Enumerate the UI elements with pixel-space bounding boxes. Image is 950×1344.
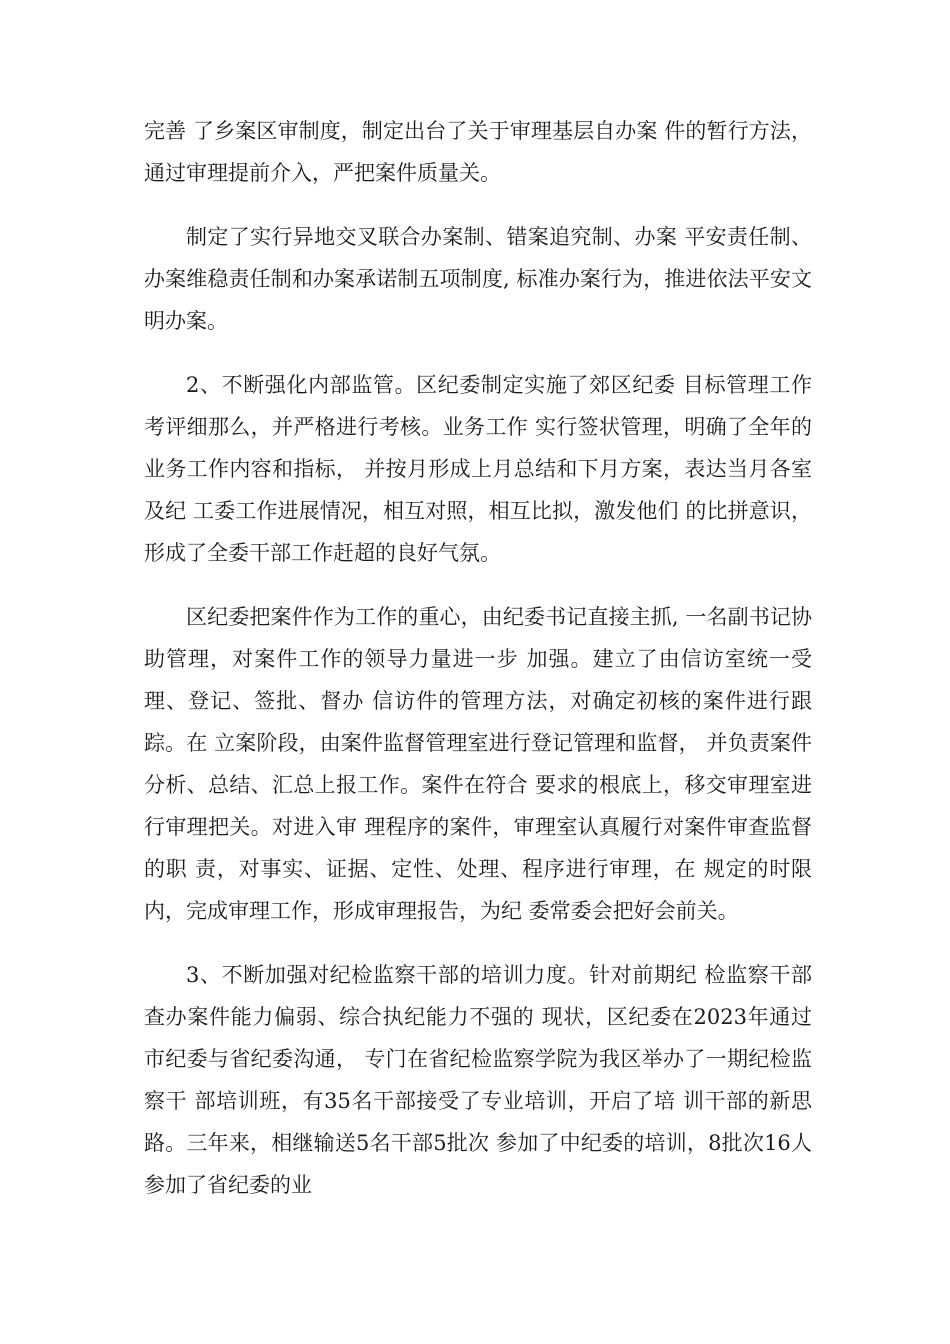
document-body	[144, 110, 812, 1228]
paragraph-4: 区纪委把案件作为工作的重心，由纪委书记直接主抓, 一名副书记协助管理，对案件工作的领导力量进一步 加强。建立了由信访室统一受理、登记、签批、督办 信访件的管理方法，对确定初核的案件进行跟踪。在 立案阶段，由案件监督管理室进行登记管理和监督， 并负责案件分析、总结、汇总上报工作。案件在符合 要求的根底上，移交审理室进行审理把关。对进入审 理程序的案件，审理室认真履行对案件审查监督的职 责，对事实、证据、定性、处理、程序进行审理，在 规定的时限内，完成审理工作，形成审理报告，为纪 委常委会把好会前关。	[144, 605, 812, 923]
paragraph-2: 制定了实行异地交叉联合办案制、错案追究制、办案 平安责任制、办案维稳责任制和办案承诺制五项制度, 标准办案行为，推进依法平安文明办案。	[144, 225, 812, 333]
paragraph-1: 完善 了乡案区审制度，制定出台了关于审理基层自办案 件的暂行方法，通过审理提前介入，严把案件质量关。	[144, 119, 812, 185]
paragraph-5: 3、不断加强对纪检监察干部的培训力度。针对前期纪 检监察干部查办案件能力偏弱、综合执纪能力不强的 现状，区纪委在2023年通过市纪委与省纪委沟通， 专门在省纪检监察学院为我区举办了一期纪检监察干 部培训班，有35名干部接受了专业培训，开启了培 训干部的新思路。三年来，相继输送5名干部5批次 参加了中纪委的培训，8批次16人参加了省纪委的业	[144, 963, 812, 1197]
paragraph-3: 2、不断强化内部监管。区纪委制定实施了郊区纪委 目标管理工作考评细那么，并严格进行考核。业务工作 实行签状管理，明确了全年的业务工作内容和指标， 并按月形成上月总结和下月方案，表达当月各室及纪 工委工作进展情况，相互对照，相互比拟，激发他们 的比拼意识，形成了全委干部工作赶超的良好气氛。	[144, 373, 812, 565]
